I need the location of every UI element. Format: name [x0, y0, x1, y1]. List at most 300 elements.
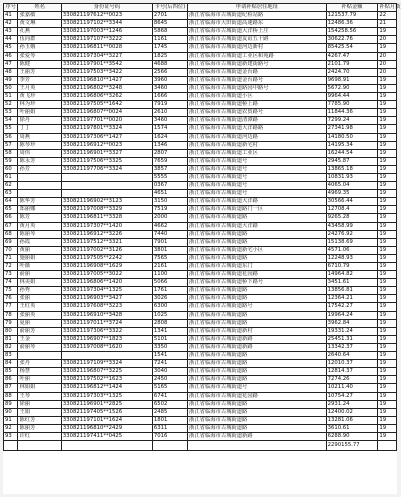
subsidy-amount: 6710.79	[326, 263, 378, 271]
card-last4: 2808	[152, 319, 187, 327]
row-number: 67	[4, 222, 18, 230]
card-last4: 3026	[152, 295, 187, 303]
person-name: 孙玉娥	[18, 44, 61, 52]
card-last4: 1801	[152, 416, 187, 424]
subsidy-amount: 7299.24	[326, 117, 378, 125]
table-body	[4, 12, 397, 441]
table-row	[4, 392, 397, 400]
subsidy-amount: 4267.47	[326, 52, 378, 60]
table-row	[4, 173, 397, 181]
subsidy-amount: 13856.81	[326, 287, 378, 295]
table-row	[4, 133, 397, 141]
person-name: 周燕	[18, 133, 61, 141]
person-name: 施丽娟	[18, 254, 61, 262]
subsidy-amount: 12708.4	[326, 206, 378, 214]
row-number: 74	[4, 279, 18, 287]
subsidy-months: 19	[378, 84, 397, 92]
card-last4: 3801	[152, 246, 187, 254]
id-number: 330821197405**1526	[61, 408, 152, 416]
table-row	[4, 76, 397, 84]
subsidy-amount: 25451.31	[326, 335, 378, 343]
row-number: 47	[4, 60, 18, 68]
card-last4: 5101	[152, 335, 187, 343]
id-number: 330821196802**3248	[61, 84, 152, 92]
subsidy-months: 19	[378, 165, 397, 173]
id-number: 330821197801**3324	[61, 125, 152, 133]
subsidy-months: 19	[378, 343, 397, 351]
card-last4: 2566	[152, 68, 187, 76]
table-row	[4, 68, 397, 76]
card-last4: 6300	[152, 303, 187, 311]
id-number: 330821197304**3227	[61, 52, 152, 60]
subsidy-amount: 12248.93	[326, 254, 378, 262]
subsidy-amount: 4969.35	[326, 190, 378, 198]
id-number: 330821197011**3724	[61, 319, 152, 327]
row-number: 46	[4, 52, 18, 60]
address: 浙江省临海市古城街道路	[188, 352, 327, 360]
subsidy-amount: 85425.54	[326, 44, 378, 52]
person-name: 孔燕	[18, 28, 61, 36]
card-last4: 7565	[152, 254, 187, 262]
address: 浙江省临海市古城街道路	[188, 416, 327, 424]
id-number: 330821197304**1325	[61, 287, 152, 295]
address: 浙江省临海市古城街道纪检站路	[188, 12, 327, 20]
subsidy-months: 19	[378, 408, 397, 416]
address: 浙江省临海市古城街道路园中路号	[188, 84, 327, 92]
subsidy-amount: 3451.61	[326, 279, 378, 287]
total-cell-empty	[152, 441, 187, 451]
card-last4: 1825	[152, 52, 187, 60]
subsidy-months: 19	[378, 149, 397, 157]
table-row	[4, 352, 397, 360]
row-number: 80	[4, 327, 18, 335]
subsidy-amount: 12814.37	[326, 368, 378, 376]
id-number: 330821196907**1823	[61, 335, 152, 343]
address: 浙江省临海市古城街道号	[188, 182, 327, 190]
table-row	[4, 198, 397, 206]
subsidy-months: 19	[378, 133, 397, 141]
id-number: 330821197303**1325	[61, 392, 152, 400]
subsidy-amount: 4571.06	[326, 246, 378, 254]
card-last4: 3040	[152, 368, 187, 376]
subsidy-months: 19	[378, 384, 397, 392]
person-name: 俞丽芳	[18, 327, 61, 335]
card-last4: 7919	[152, 101, 187, 109]
address: 浙江省临海市古城街道路门一区	[188, 206, 327, 214]
table-row	[4, 12, 397, 20]
subsidy-months: 20	[378, 60, 397, 68]
subsidy-months: 19	[378, 287, 397, 295]
table-row	[4, 60, 397, 68]
subsidy-amount: 27341.98	[326, 125, 378, 133]
table-row	[4, 287, 397, 295]
card-last4: 1745	[152, 44, 187, 52]
subsidy-months: 19	[378, 198, 397, 206]
card-last4: 5555	[152, 173, 187, 181]
person-name: 徐丽	[18, 400, 61, 408]
card-last4: 7016	[152, 432, 187, 440]
card-last4: 1161	[152, 36, 187, 44]
address: 浙江省临海市古城街道大洋路路	[188, 125, 327, 133]
id-number: 330821197008**3329	[61, 206, 152, 214]
subsidy-amount: 13342.37	[326, 343, 378, 351]
card-last4: 2701	[152, 12, 187, 20]
person-name: 郑丽娜	[18, 206, 61, 214]
person-name: 陈永芳	[18, 157, 61, 165]
table-row	[4, 206, 397, 214]
subsidy-amount: 3962.84	[326, 319, 378, 327]
address: 浙江省临海市古城街道新宅村	[188, 141, 327, 149]
row-number: 45	[4, 44, 18, 52]
document-page	[3, 3, 401, 494]
card-last4: 0367	[152, 182, 187, 190]
person-name: 陈芳	[18, 214, 61, 222]
card-last4: 6311	[152, 424, 187, 432]
col-header: 申请补贴居住地址	[188, 4, 327, 12]
subsidy-amount: 12010.37	[326, 360, 378, 368]
person-name: 陈红芳	[18, 416, 61, 424]
row-number: 52	[4, 101, 18, 109]
person-name: 徐丹	[18, 117, 61, 125]
table-row	[4, 230, 397, 238]
subsidy-amount: 2424.70	[326, 68, 378, 76]
subsidy-months: 19	[378, 432, 397, 440]
subsidy-amount: 13281.06	[326, 416, 378, 424]
card-last4: 3150	[152, 198, 187, 206]
subsidy-months: 19	[378, 222, 397, 230]
subsidy-months: 19	[378, 190, 397, 198]
row-number: 89	[4, 400, 18, 408]
subsidy-months: 19	[378, 271, 397, 279]
address: 浙江省临海市古城街道路	[188, 400, 327, 408]
subsidy-months: 19	[378, 157, 397, 165]
id-number: 330821196807**0024	[61, 109, 152, 117]
id-number: 330821197701**0020	[61, 117, 152, 125]
row-number: 79	[4, 319, 18, 327]
table-row	[4, 52, 397, 60]
person-name: 王金	[18, 335, 61, 343]
total-cell-empty	[4, 441, 18, 451]
id-number: 330821197608**3223	[61, 303, 152, 311]
row-number: 49	[4, 76, 18, 84]
total-cell-empty	[188, 441, 327, 451]
person-name: 陈丽琴	[18, 230, 61, 238]
subsidy-amount: 154258.56	[326, 28, 378, 36]
table-row	[4, 424, 397, 432]
address: 浙江省临海市古城街道金台路	[188, 68, 327, 76]
row-number: 85	[4, 368, 18, 376]
address: 浙江省临海市古城街道路	[188, 214, 327, 222]
id-number: 330821197107**3222	[61, 36, 152, 44]
subsidy-months: 19	[378, 214, 397, 222]
person-name: 孙芳	[18, 165, 61, 173]
table-row	[4, 20, 397, 28]
subsidy-amount: 15138.69	[326, 238, 378, 246]
row-number: 77	[4, 303, 18, 311]
table-row	[4, 84, 397, 92]
id-number: 330821196912**3226	[61, 230, 152, 238]
subsidy-amount: 13865.18	[326, 165, 378, 173]
address: 浙江省临海市古城街道路	[188, 360, 327, 368]
card-last4: 4651	[152, 190, 187, 198]
address: 浙江省临海市古城街道工业区	[188, 149, 327, 157]
address: 浙江省临海市古城街道路	[188, 311, 327, 319]
id-number	[61, 352, 152, 360]
row-number: 63	[4, 190, 18, 198]
card-last4: 7519	[152, 206, 187, 214]
subsidy-amount: 4065.04	[326, 182, 378, 190]
col-header: 补贴月数	[379, 4, 401, 10]
row-number: 54	[4, 117, 18, 125]
table-row	[4, 432, 397, 440]
address: 浙江省临海市古城街道农贸路号	[188, 109, 327, 117]
address: 浙江省临海市古城街道花园路	[188, 271, 327, 279]
person-name: 夏丽	[18, 319, 61, 327]
id-number: 330821197307**1420	[61, 222, 152, 230]
address: 浙江省临海市古城街道新宅小区	[188, 246, 327, 254]
subsidy-months: 19	[378, 206, 397, 214]
card-last4: 2610	[152, 109, 187, 117]
person-name: 俞丽	[18, 271, 61, 279]
subsidy-months: 19	[378, 376, 397, 384]
person-name	[18, 182, 61, 190]
total-value: 2290155.77	[326, 441, 378, 451]
total-cell-empty	[378, 441, 397, 451]
id-number: 330821196901**2825	[61, 400, 152, 408]
person-name: 叶丽娟	[18, 109, 61, 117]
person-name: 俞丽琴	[18, 343, 61, 351]
subsidy-months: 19	[378, 76, 397, 84]
id-number: 330821196807**3225	[61, 368, 152, 376]
subsidy-amount: 17542.27	[326, 303, 378, 311]
total-cell-empty	[61, 441, 152, 451]
address: 浙江省临海市古城街道号	[188, 165, 327, 173]
subsidy-amount: 12364.21	[326, 295, 378, 303]
card-last4: 7659	[152, 157, 187, 165]
card-last4: 2161	[152, 263, 187, 271]
address: 浙江省临海市古城街道路号	[188, 303, 327, 311]
subsidy-months: 19	[378, 416, 397, 424]
table-row	[4, 125, 397, 133]
address: 浙江省临海市古城街道路	[188, 295, 327, 303]
address: 浙江省临海市古城街道路	[188, 408, 327, 416]
card-last4: 3857	[152, 165, 187, 173]
subsidy-amount: 11844.36	[326, 109, 378, 117]
person-name: 陈华芳	[18, 198, 61, 206]
id-number: 330821197005**3022	[61, 271, 152, 279]
person-name: 周伟	[18, 149, 61, 157]
col-header: 姓名	[18, 4, 61, 12]
person-name: 孙霞	[18, 238, 61, 246]
row-number: 55	[4, 125, 18, 133]
row-number: 69	[4, 238, 18, 246]
row-number: 57	[4, 141, 18, 149]
row-number: 70	[4, 246, 18, 254]
person-name: 林为珍	[18, 101, 61, 109]
subsidy-amount: 5672.90	[326, 84, 378, 92]
subsidy-amount: 10754.27	[326, 392, 378, 400]
address: 浙江省临海市古城街道大洋路	[188, 198, 327, 206]
card-last4: 1025	[152, 311, 187, 319]
person-name: 王丽芳	[18, 68, 61, 76]
address: 浙江省临海市古城街道路	[188, 254, 327, 262]
table-row	[4, 190, 397, 198]
id-number	[61, 190, 152, 198]
person-name: 黄文琳	[18, 20, 61, 28]
subsidy-months: 19	[378, 117, 397, 125]
subsidy-amount: 2640.64	[326, 352, 378, 360]
subsidy-amount: 30566.44	[326, 198, 378, 206]
address: 浙江省临海市古城街道工业区和苑路	[188, 52, 327, 60]
address: 浙江省临海市古城街道号	[188, 190, 327, 198]
address: 浙江省临海市大田街道高速路东	[188, 20, 327, 28]
id-number: 330821197706**3324	[61, 165, 152, 173]
subsidy-months: 19	[378, 319, 397, 327]
table-row	[4, 343, 397, 351]
person-name: 张爱琴	[18, 52, 61, 60]
table-row	[4, 295, 397, 303]
id-number: 330821197109**3324	[61, 360, 152, 368]
person-name	[18, 173, 61, 181]
card-last4: 2485	[152, 408, 187, 416]
person-name	[18, 190, 61, 198]
row-number: 78	[4, 311, 18, 319]
subsidy-amount: 2945.87	[326, 157, 378, 165]
card-last4: 2450	[152, 376, 187, 384]
person-name: 张嘉敏	[18, 12, 61, 20]
address: 浙江省临海市古城街道路	[188, 319, 327, 327]
table-row	[4, 214, 397, 222]
subsidy-months: 19	[378, 311, 397, 319]
id-number: 330821197612**0023	[61, 12, 152, 20]
card-last4: 1666	[152, 93, 187, 101]
id-number: 330821197008**1620	[61, 343, 152, 351]
row-number: 91	[4, 416, 18, 424]
card-last4: 1346	[152, 141, 187, 149]
table-row	[4, 327, 397, 335]
subsidy-amount: 12400.02	[326, 408, 378, 416]
subsidy-months: 19	[378, 352, 397, 360]
subsidy-months: 19	[378, 125, 397, 133]
table-row	[4, 246, 397, 254]
id-number: 330821196810**1427	[61, 76, 152, 84]
card-last4: 7241	[152, 360, 187, 368]
table-row	[4, 222, 397, 230]
id-number: 330821197512**3321	[61, 238, 152, 246]
subsidy-months: 19	[378, 360, 397, 368]
person-name: 黄飞珍	[18, 93, 61, 101]
id-number: 330821196910**3428	[61, 311, 152, 319]
subsidy-months: 19	[378, 101, 397, 109]
person-name: 林娟娟	[18, 384, 61, 392]
id-number: 330821196806**1420	[61, 279, 152, 287]
person-name: 许红	[18, 432, 61, 440]
table-row	[4, 157, 397, 165]
address: 浙江省临海市古城街道桥下路号	[188, 279, 327, 287]
address: 浙江省临海市古城街道河边新村	[188, 44, 327, 52]
address: 浙江省临海市古城街道路	[188, 230, 327, 238]
person-name	[18, 352, 61, 360]
row-number: 50	[4, 84, 18, 92]
card-last4: 1624	[152, 133, 187, 141]
address: 浙江省临海市古城街道河边路	[188, 133, 327, 141]
subsidy-months: 19	[378, 230, 397, 238]
row-number: 56	[4, 133, 18, 141]
table-row	[4, 303, 397, 311]
subsidy-months: 19	[378, 44, 397, 52]
row-number: 68	[4, 230, 18, 238]
table-row	[4, 416, 397, 424]
row-number: 86	[4, 376, 18, 384]
id-number: 330821196908**1629	[61, 263, 152, 271]
row-number: 48	[4, 68, 18, 76]
address: 浙江省临海市古城街道号	[188, 157, 327, 165]
subsidy-months: 19	[378, 263, 397, 271]
subsidy-amount: 9265.28	[326, 214, 378, 222]
subsidy-months: 19	[378, 173, 397, 181]
subsidy-months: 19	[378, 392, 397, 400]
id-number: 330821197003**1246	[61, 28, 152, 36]
subsidy-amount: 7274.26	[326, 376, 378, 384]
table-row	[4, 28, 397, 36]
subsidy-amount: 2931.24	[326, 400, 378, 408]
row-number: 44	[4, 36, 18, 44]
subsidy-amount: 19964.24	[326, 311, 378, 319]
subsidy-months: 19	[378, 93, 397, 101]
row-number: 93	[4, 432, 18, 440]
table-row	[4, 117, 397, 125]
table-row	[4, 182, 397, 190]
card-last4: 5066	[152, 279, 187, 287]
id-number: 330821196912**0023	[61, 141, 152, 149]
subsidy-table	[3, 3, 401, 451]
subsidy-months: 20	[378, 52, 397, 60]
table-row	[4, 254, 397, 262]
subsidy-months: 19	[378, 400, 397, 408]
col-header: 卡号(后四位)	[152, 4, 187, 12]
subsidy-amount: 14964.82	[326, 271, 378, 279]
total-label	[18, 441, 61, 451]
id-number: 330821197503**3422	[61, 68, 152, 76]
table-header-row	[4, 4, 397, 12]
person-name: 杨慧	[18, 368, 61, 376]
subsidy-amount: 6288.90	[326, 432, 378, 440]
table-row	[4, 36, 397, 44]
subsidy-amount: 43458.99	[326, 222, 378, 230]
card-last4: 1541	[152, 352, 187, 360]
id-number: 330821197306**3322	[61, 327, 152, 335]
id-number: 330821197505**1642	[61, 101, 152, 109]
id-number: 330821196806**3262	[61, 93, 152, 101]
person-name: 王月英	[18, 84, 61, 92]
subsidy-months: 20	[378, 68, 397, 76]
address: 浙江省临海市古城街道金台路号	[188, 76, 327, 84]
table-row	[4, 335, 397, 343]
subsidy-months: 19	[378, 246, 397, 254]
table-row	[4, 360, 397, 368]
id-number: 330821196811**3328	[61, 214, 152, 222]
person-name: 李芳	[18, 76, 61, 84]
person-name: 陈琴珍	[18, 141, 61, 149]
subsidy-amount: 12486.36	[326, 20, 378, 28]
table-row	[4, 384, 397, 392]
row-number: 64	[4, 198, 18, 206]
subsidy-months: 19	[378, 28, 397, 36]
row-number: 83	[4, 352, 18, 360]
row-number: 76	[4, 295, 18, 303]
row-number: 43	[4, 28, 18, 36]
subsidy-months: 20	[378, 36, 397, 44]
